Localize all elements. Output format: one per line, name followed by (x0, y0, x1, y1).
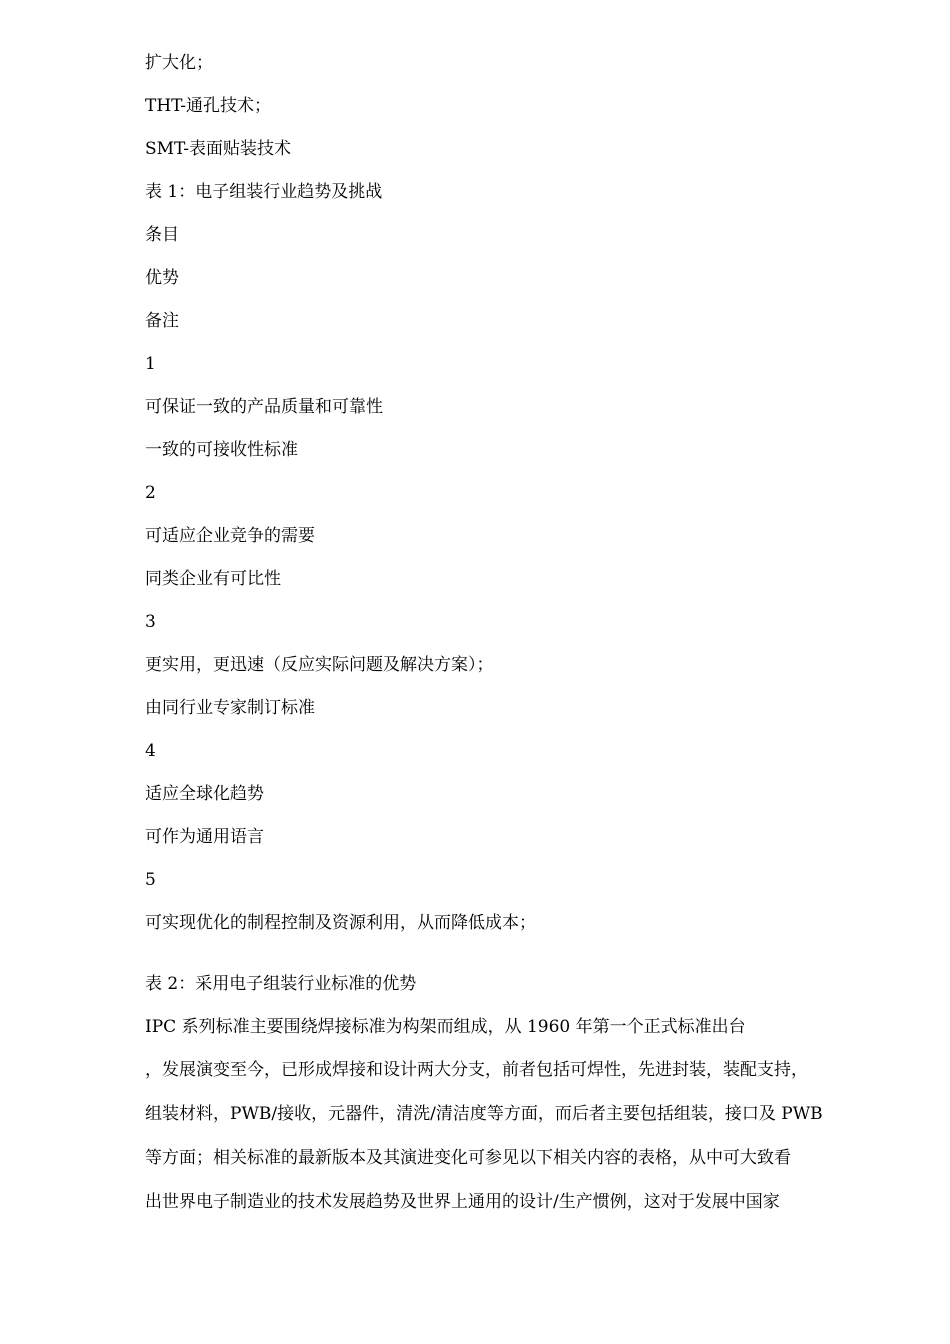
table-cell-advantage: 可实现优化的制程控制及资源利用，从而降低成本； (145, 913, 536, 933)
table-header-advantage: 优势 (145, 268, 179, 288)
table-header-remark: 备注 (145, 311, 179, 331)
table-row-number: 2 (145, 483, 156, 503)
paragraph-line: IPC 系列标准主要围绕焊接标准为构架而组成，从 1960 年第一个正式标准出台 (145, 1017, 746, 1037)
text-line: THT-通孔技术； (145, 96, 272, 116)
paragraph-line: 出世界电子制造业的技术发展趋势及世界上通用的设计/生产惯例，这对于发展中国家 (145, 1192, 780, 1212)
table-cell-remark: 同类企业有可比性 (145, 569, 281, 589)
table-caption: 表 2：采用电子组装行业标准的优势 (145, 974, 417, 994)
table-cell-advantage: 可适应企业竞争的需要 (145, 526, 315, 546)
text-line: SMT-表面贴装技术 (145, 139, 291, 159)
table-cell-advantage: 可保证一致的产品质量和可靠性 (145, 397, 383, 417)
table-cell-remark: 一致的可接收性标准 (145, 440, 298, 460)
table-caption: 表 1：电子组装行业趋势及挑战 (145, 182, 383, 202)
paragraph-line: 等方面；相关标准的最新版本及其演进变化可参见以下相关内容的表格，从中可大致看 (145, 1148, 791, 1168)
table-cell-advantage: 更实用，更迅速（反应实际问题及解决方案）； (145, 655, 494, 675)
table-cell-remark: 可作为通用语言 (145, 827, 264, 847)
paragraph-line: 组装材料，PWB/接收，元器件，清洗/清洁度等方面，而后者主要包括组装，接口及 PWB (145, 1104, 823, 1124)
table-row-number: 4 (145, 741, 156, 761)
paragraph-line: ，发展演变至今，已形成焊接和设计两大分支，前者包括可焊性，先进封装，装配支持， (145, 1060, 808, 1080)
table-row-number: 5 (145, 870, 156, 890)
table-header-item: 条目 (145, 225, 179, 245)
text-line: 扩大化； (145, 53, 213, 73)
table-cell-advantage: 适应全球化趋势 (145, 784, 264, 804)
table-row-number: 3 (145, 612, 156, 632)
table-row-number: 1 (145, 354, 156, 374)
table-cell-remark: 由同行业专家制订标准 (145, 698, 315, 718)
